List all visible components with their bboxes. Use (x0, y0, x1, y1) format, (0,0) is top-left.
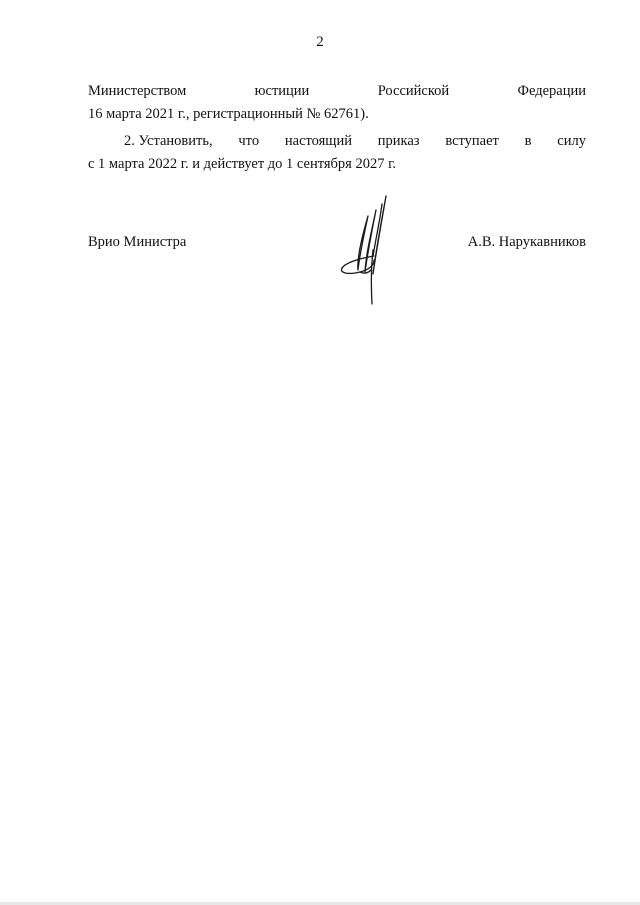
word: Федерации (517, 83, 586, 99)
word: вступает (445, 133, 499, 149)
word: в (524, 133, 532, 149)
word: юстиции (254, 83, 310, 99)
word: настоящий (284, 133, 352, 149)
word: силу (557, 133, 586, 149)
signer-name: А.В. Нарукавников (467, 234, 586, 250)
paragraph-1-line-1 (88, 80, 586, 103)
document-body (88, 80, 586, 176)
paragraph-2-line-2: с 1 марта 2022 г. и действует до 1 сентября 2027 г. (88, 156, 397, 172)
word: что (238, 133, 260, 149)
word: 2. Установить, (124, 133, 213, 149)
word: приказ (377, 133, 420, 149)
page-number: 2 (316, 34, 324, 50)
handwritten-signature (330, 190, 410, 308)
signer-title: Врио Министра (88, 234, 187, 250)
paragraph-1-line-2: 16 марта 2021 г., регистрационный № 62761). (88, 106, 369, 122)
word: Российской (377, 83, 450, 99)
word: Министерством (88, 83, 187, 99)
paragraph-2-line-1 (88, 130, 586, 153)
